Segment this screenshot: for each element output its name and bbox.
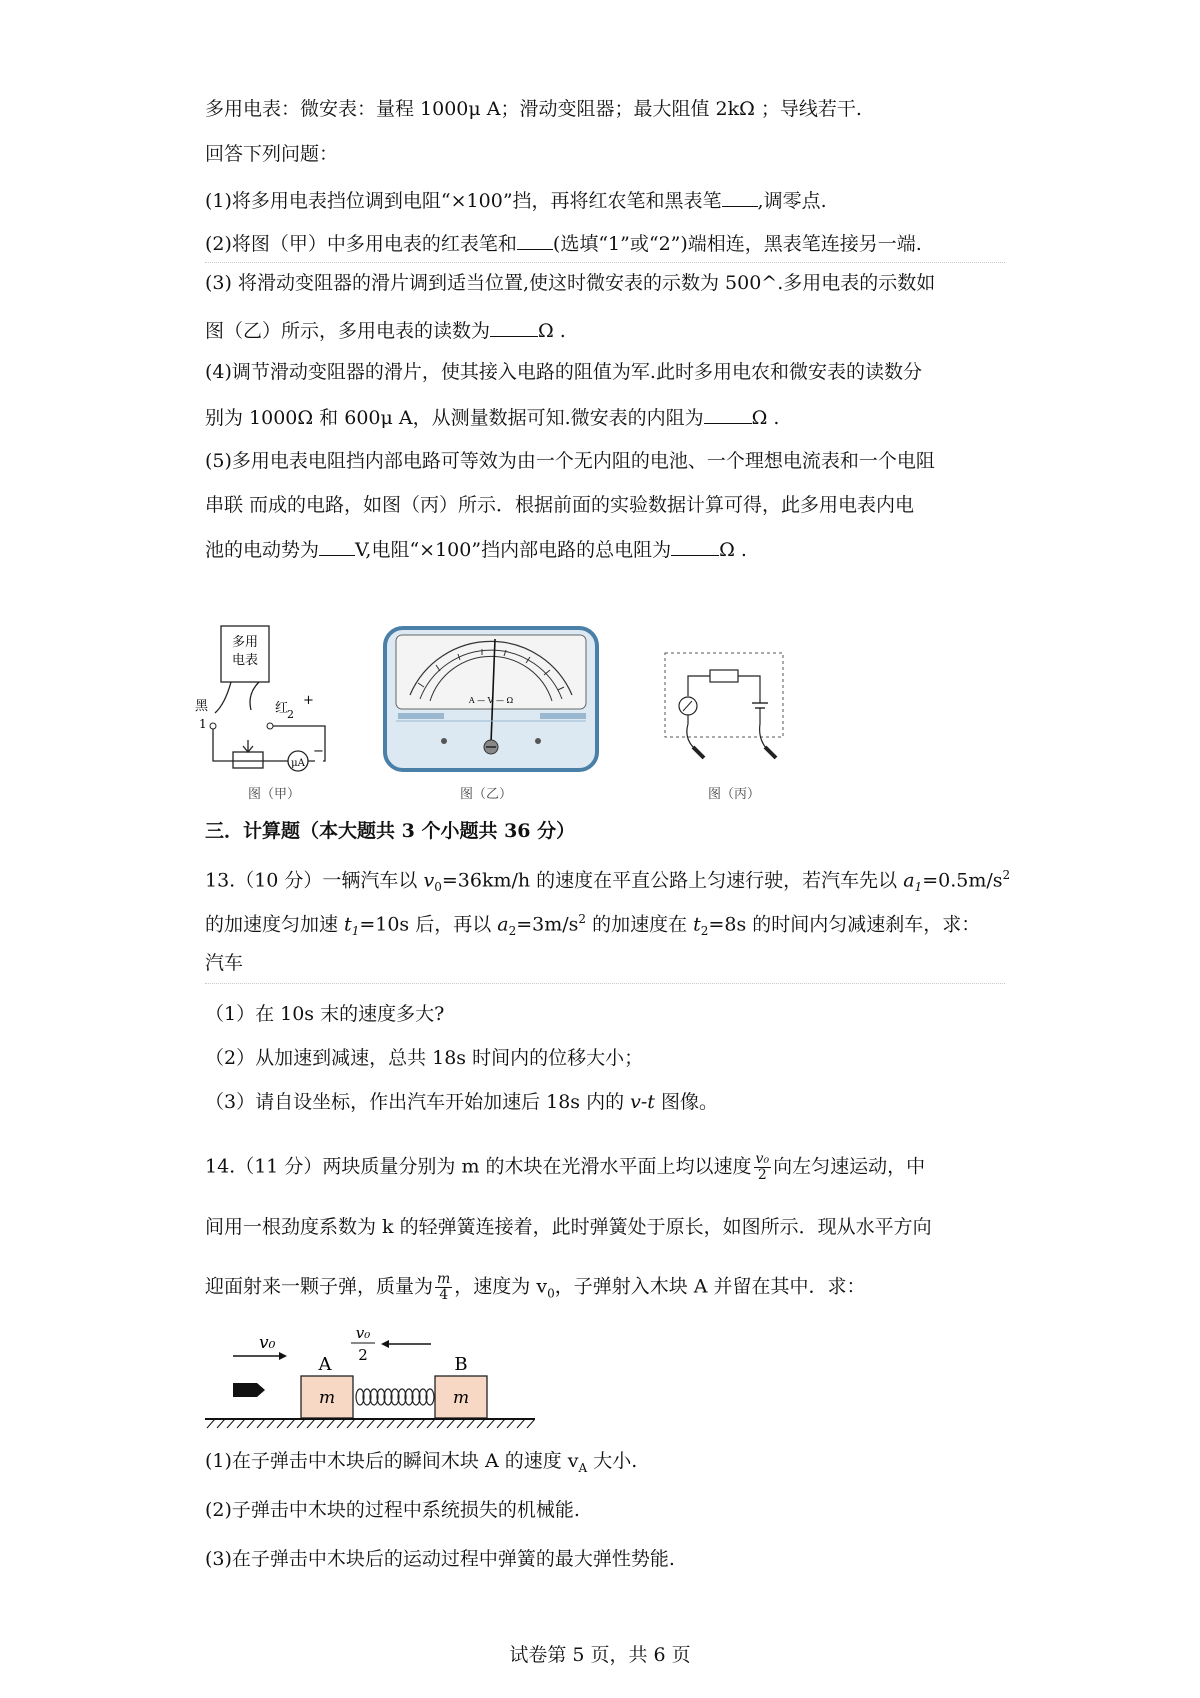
microammeter-label: μA — [291, 758, 305, 769]
meter-label: 电表 — [231, 653, 259, 668]
probe-icon — [765, 747, 776, 758]
q13-line2: 的加速度匀加速 $t_1=10s$ 后，再以 $a_2=3m/s^2$ 的加速度在 $t_2=8s$ 的时间内匀减速刹车，求： — [205, 912, 981, 939]
q14-line2: 间用一根劲度系数为 k 的轻弹簧连接着，此时弹簧处于原长，如图所示．现从水平方向 — [205, 1216, 932, 1238]
meter-label: 多用 — [231, 635, 259, 650]
terminal-2-label: 2 — [287, 708, 294, 721]
red-probe-label: 红 — [275, 701, 289, 716]
q13-sub3: （3）请自设坐标，作出汽车开始加速后 18s 内的 v-t 图像。 — [205, 1091, 718, 1113]
spring-icon — [356, 1389, 434, 1405]
page-footer: 试卷第 5 页，共 6 页 — [509, 1644, 691, 1666]
figure-yi-caption: 图（乙） — [460, 787, 513, 802]
bullet-velocity-label: v₀ — [259, 1333, 276, 1353]
q13-line3: 汽车 — [205, 952, 244, 974]
divider — [205, 983, 1005, 984]
q12-part1: (1)将多用电表挡位调到电阻“×100”挡，再将红农笔和黑表笔 ,调零点. — [205, 186, 827, 214]
q12-part5-line1: (5)多用电表电阻挡内部电路可等效为由一个无内阻的电池、一个理想电流表和一个电阻 — [205, 450, 935, 472]
answer-blank — [490, 316, 538, 337]
figure-blocks-spring — [205, 1318, 535, 1436]
answer-blank — [671, 535, 719, 556]
block-b-mass: m — [452, 1388, 470, 1408]
block-a-label: A — [318, 1354, 332, 1375]
dial-label: A — V — Ω — [468, 696, 514, 705]
fraction-v0-over-2: $\frac{\text{v₀}}{2}$ — [755, 1151, 770, 1183]
q14-sub1: (1)在子弹击中木块后的瞬间木块 A 的速度 $v_A$ 大小. — [205, 1450, 638, 1475]
q12-part3-line2: 图（乙）所示，多用电表的读数为 Ω . — [205, 316, 566, 344]
fraction-m-over-4: $\frac{m}{4}$ — [437, 1271, 451, 1303]
q14-line1: 14.（11 分）两块质量分别为 m 的木块在光滑水平面上均以速度 $\frac{\text{v₀}}{2}$ 向左匀速运动，中 — [205, 1151, 926, 1183]
q14-line3: 迎面射来一颗子弹，质量为 $\frac{m}{4}$ ，速度为 $v_0$，子弹射入木块 A 并留在其中．求： — [205, 1271, 866, 1303]
q12-part4-line1: (4)调节滑动变阻器的滑片，使其接入电路的阻值为军.此时多用电农和微安表的读数分 — [205, 361, 922, 383]
q12-part4-line2: 别为 1000Ω 和 600μ A，从测量数据可知.微安表的内阻为 Ω . — [205, 403, 779, 431]
figure-jia-circuit — [195, 618, 345, 793]
q12-part5-line2: 串联 而成的电路，如图（丙）所示．根据前面的实验数据计算可得，此多用电表内电 — [205, 494, 915, 516]
terminal-1-label: 1 — [199, 717, 207, 731]
resistor-icon — [710, 670, 738, 682]
half-velocity-num: v₀ — [355, 1324, 371, 1342]
minus-sign: − — [313, 744, 324, 759]
q12-part5-line3: 池的电动势为 V,电阻“×100”挡内部电路的总电阻为 Ω . — [205, 535, 747, 563]
q12-part3-line1: (3) 将滑动变阻器的滑片调到适当位置,使这时微安表的示数为 500^.多用电表的示数如 — [205, 272, 936, 294]
figure-yi-meter — [382, 625, 600, 773]
q13-sub2: （2）从加速到减速，总共 18s 时间内的位移大小； — [205, 1047, 644, 1069]
q14-sub3: (3)在子弹击中木块后的运动过程中弹簧的最大弹性势能. — [205, 1548, 675, 1570]
probe-icon — [693, 747, 704, 758]
answer-blank — [704, 403, 752, 424]
block-a-mass: m — [318, 1388, 336, 1408]
section-heading: 三．计算题（本大题共 3 个小题共 36 分） — [205, 820, 576, 842]
figure-bing-caption: 图（丙） — [708, 787, 761, 802]
divider — [205, 262, 1005, 263]
block-b-label: B — [454, 1354, 468, 1375]
plus-sign: + — [303, 693, 314, 708]
answer-blank — [517, 229, 553, 250]
q14-sub2: (2)子弹击中木块的过程中系统损失的机械能. — [205, 1499, 580, 1521]
q13-sub1: （1）在 10s 末的速度多大? — [205, 1003, 445, 1025]
bullet-icon — [233, 1383, 265, 1397]
answer-blank — [319, 535, 355, 556]
black-probe-label: 黑 — [195, 699, 209, 714]
half-velocity-den: 2 — [358, 1346, 368, 1364]
ground-hatching — [207, 1419, 535, 1428]
q12-part2: (2)将图（甲）中多用电表的红表笔和 (选填“1”或“2”)端相连，黑表笔连接另一端. — [205, 229, 922, 257]
figure-jia-caption: 图（甲） — [248, 787, 301, 802]
equipment-text: 多用电表：微安表：量程 1000μ A；滑动变阻器；最大阻值 2kΩ ；导线若干. — [205, 98, 862, 120]
answer-blank — [722, 186, 758, 207]
q13-line1: 13.（10 分）一辆汽车以 $v_0=36km/h$ 的速度在平直公路上匀速行驶，若汽车先以 $a_1=0.5m/s^2$ — [205, 868, 1011, 895]
answer-prompt: 回答下列问题： — [205, 143, 339, 165]
figure-bing-circuit — [660, 648, 790, 768]
